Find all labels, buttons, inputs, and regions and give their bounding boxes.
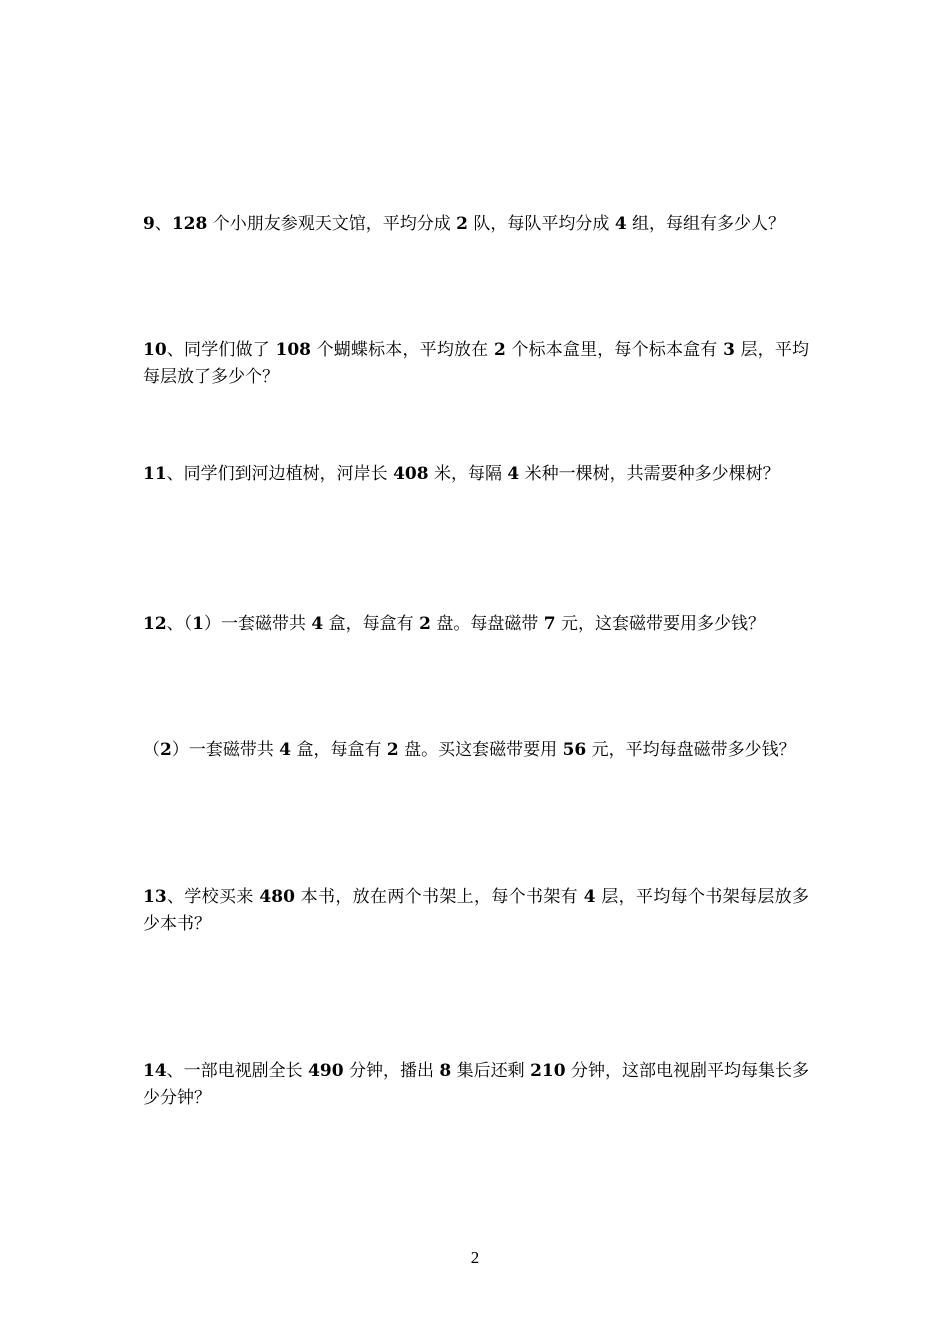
question-text: 盘。买这套磁带要用 [398,740,563,760]
question-number-value: 56 [562,740,587,760]
question-text: 、 [154,214,172,234]
question-11 [143,461,809,488]
question-number-value: 2 [493,340,506,360]
question-text: 、同学们到河边植树，河岸长 [166,464,394,484]
question-text: 层，平均每个书架每层放多少本书？ [143,887,810,934]
question-number-value: 7 [543,614,556,634]
question-number-value: 1 [192,614,205,634]
question-number-value: 4 [614,214,627,234]
question-text: 、学校买来 [166,887,260,907]
question-number-value: 2 [419,614,431,634]
question-text: ）一套磁带共 [204,614,312,634]
question-text: 盒，每盒有 [323,614,420,634]
question-number-value: 8 [439,1061,452,1081]
question-text: 盘。每盘磁带 [430,614,544,634]
question-number-value: 10 [143,340,167,360]
question-text: 、一部电视剧全长 [166,1061,309,1081]
question-text: 本书，放在两个书架上，每个书架有 [294,887,584,907]
question-text: ）一套磁带共 [171,740,280,760]
question-number-value: 4 [311,614,324,634]
question-text: 元，这套磁带要用多少钱？ [555,614,765,634]
question-number-value: 128 [171,214,208,234]
question-text: 、（ [166,614,193,634]
question-number-value: 408 [393,464,429,484]
question-number-value: 480 [259,887,295,907]
question-number-value: 12 [143,614,167,634]
question-text: 个标本盒里，每个标本盒有 [505,340,724,360]
question-number-value: 2 [160,740,172,760]
question-number-value: 490 [308,1061,344,1081]
question-9 [143,211,809,238]
question-number-value: 108 [275,340,311,360]
question-number-value: 4 [507,464,520,484]
question-text: 层，平均每层放了多少个？ [143,340,810,387]
question-number-value: 2 [386,740,399,760]
question-number-value: 11 [143,464,167,484]
question-text: （ [143,740,160,760]
question-text: 队，每队平均分成 [468,214,615,234]
question-number-value: 14 [143,1061,167,1081]
question-10 [143,337,809,391]
question-13 [143,884,809,938]
question-text: 米，每隔 [428,464,508,484]
question-number-value: 4 [279,740,292,760]
question-number-value: 3 [723,340,735,360]
question-text: 组，每组有多少人？ [626,214,786,234]
question-text: 分钟，这部电视剧平均每集长多少分钟？ [143,1061,810,1108]
question-12-part-2 [143,737,809,764]
question-number-value: 4 [583,887,596,907]
question-12-part-1 [143,611,809,638]
question-text: 个小朋友参观天文馆，平均分成 [207,214,457,234]
question-number-value: 210 [530,1061,566,1081]
question-14 [143,1058,809,1112]
question-text: 、同学们做了 [166,340,276,360]
question-text: 集后还剩 [451,1061,531,1081]
question-text: 个蝴蝶标本，平均放在 [311,340,494,360]
question-number-value: 9 [143,214,155,234]
question-number-value: 13 [143,887,167,907]
question-text: 分钟，播出 [343,1061,440,1081]
question-text: 元，平均每盘磁带多少钱？ [586,740,796,760]
question-number-value: 2 [456,214,468,234]
page-number: 2 [470,1248,480,1267]
question-text: 米种一棵树，共需要种多少棵树？ [519,464,780,484]
question-text: 盒，每盒有 [291,740,387,760]
